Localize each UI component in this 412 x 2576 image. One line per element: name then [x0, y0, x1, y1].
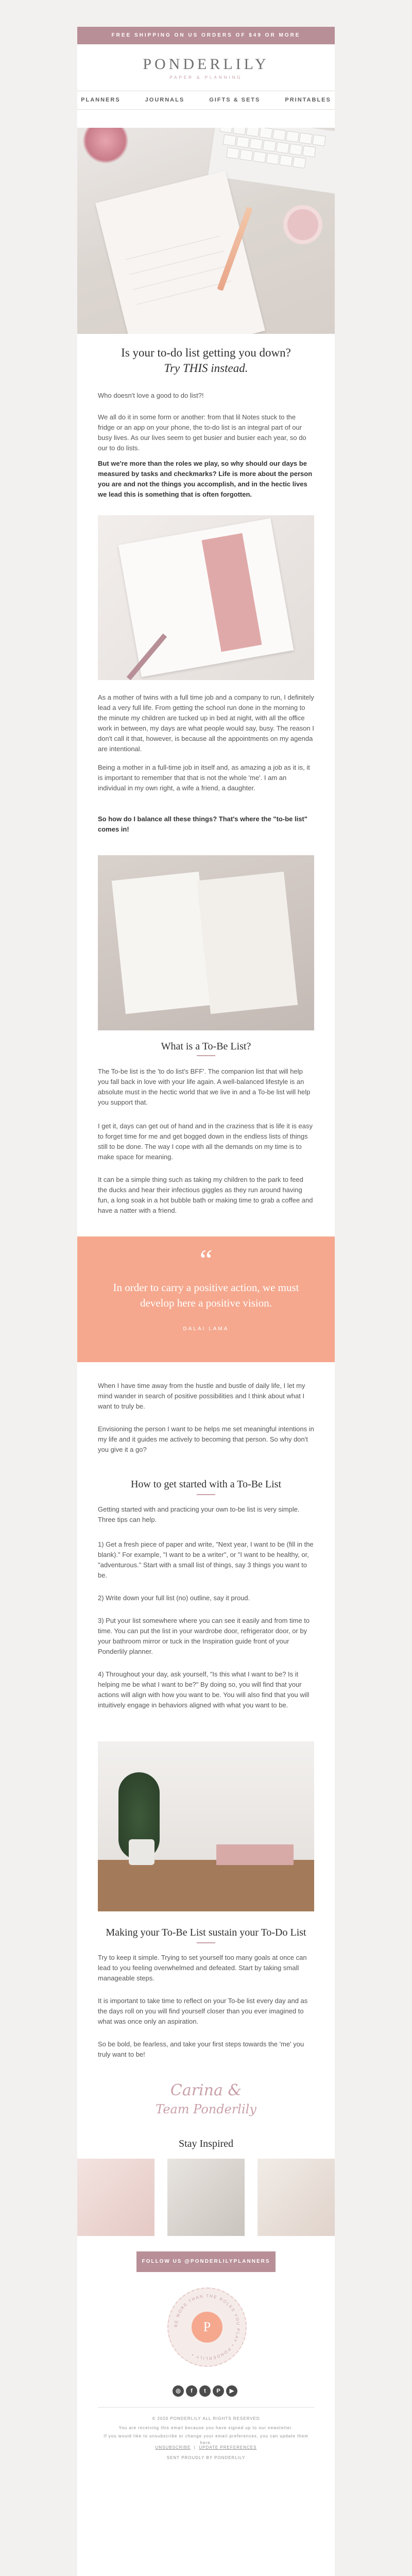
footer-divider [98, 2407, 314, 2408]
balance-heading: So how do I balance all these things? That's where the "to-be list" comes in! [98, 815, 307, 833]
sustain-paragraph-3: So be bold, be fearless, and take your first steps towards the 'me' you truly want to be! [98, 2040, 304, 2058]
started-step-1: 1) Get a fresh piece of paper and write, "Next year, I want to be (fill in the blank)." For example, "I want to be a writer", or "I want to be healthy, or, "adventurous." Start with a small list of things, say 3 things you want to be. [98, 1540, 314, 1579]
badge-monogram: P [192, 2312, 222, 2343]
headline-line-2: Try THIS instead. [164, 362, 248, 375]
logo[interactable]: PONDERLILY [143, 56, 269, 73]
signature-name: Carina & [170, 2081, 242, 2099]
nav-gifts-sets[interactable]: GIFTS & SETS [209, 97, 261, 103]
quote-mark-icon: “ [199, 1244, 213, 1276]
hero-image[interactable] [77, 128, 335, 334]
started-title-underline [197, 1494, 215, 1495]
nav-journals[interactable]: JOURNALS [145, 97, 185, 103]
instagram-icon[interactable]: ◎ [173, 2385, 184, 2397]
brand-badge [167, 2287, 247, 2367]
sustain-title: Making your To-Be List sustain your To-Do List [106, 1927, 306, 1938]
started-step-2: 2) Write down your full list (no) outline, say it proud. [98, 1594, 250, 1602]
quote-text: In order to carry a positive action, we must develop here a positive vision. [113, 1281, 299, 1309]
washi-tape-roll [283, 205, 322, 244]
started-step-4: 4) Throughout your day, ask yourself, "Is this what I want to be? Is it helping me be what I want to be?" By doing so, you will find that your actions will align with how you want to be. You will also find that you will intuitively engage in behaviors aligned with what you want to be. [98, 1670, 310, 1709]
to-be-paragraph-2: I get it, days can get out of hand and in the craziness that is life it is easy to forget time for me and get bogged down in the endless lists of things still to be done. The way I cope with all the demands on my time is to make space for meaning. [98, 1122, 313, 1161]
footer-line-1: You are receiving this email because you have signed up to our newsletter. [118, 2426, 294, 2430]
planner-photo[interactable] [98, 515, 314, 680]
facebook-icon[interactable]: f [186, 2385, 197, 2397]
to-be-paragraph-1: The To-be list is the 'to do list's BFF'. The companion list that will help you fall back in love with your life again. A well-balanced lifestyle is an absolute must in the hectic world that we live in and a To-be list will help you support that. [98, 1067, 311, 1106]
to-be-title-underline [197, 1055, 215, 1056]
sustain-title-underline [197, 1942, 215, 1943]
youtube-icon[interactable]: ▶ [226, 2385, 237, 2397]
started-intro: Getting started with and practicing your own to-be list is very simple. Three tips can help. [98, 1505, 300, 1523]
instagram-thumb-2[interactable] [167, 2159, 245, 2236]
planner-notebook [95, 171, 265, 334]
intro-paragraph-4: As a mother of twins with a full time job and a company to run, I definitely lead a very full life. From getting the school run done in the morning to the minute my children are tucked up in bed at night, with all the office work in between, my days are what people would say, busy. The reason I don't call it that, however, is because all the appointments on my agenda are intentional. [98, 693, 314, 753]
intro-paragraph-3: But we're more than the roles we play, so why should our days be measured by tasks and checkmarks? Life is more about the person you are and not the things you accomplish, and in the hectic lives we lead this is something that is often forgotten. [98, 460, 313, 498]
twitter-icon[interactable]: t [199, 2385, 211, 2397]
svg-text:BE MORE THAN THE ROLES YOU PLA: BE MORE THAN THE ROLES YOU PLAY • PONDERLILY • [173, 2293, 241, 2361]
update-preferences-link[interactable]: UPDATE PREFERENCES [199, 2445, 257, 2450]
shipping-banner[interactable]: FREE SHIPPING ON US ORDERS OF $49 OR MORE [77, 27, 335, 44]
footer-sent-by: SENT PROUDLY BY PONDERLILY [166, 2455, 246, 2460]
nav-printables[interactable]: PRINTABLES [285, 97, 331, 103]
main-nav [77, 92, 335, 108]
footer-copyright: © 2020 PONDERLILY ALL RIGHTS RESERVED [152, 2416, 260, 2421]
sustain-paragraph-2: It is important to take time to reflect on your To-be list every day and as the days roll on you will find yourself closer than you ever imagined to what was once only an aspiration. [98, 1997, 308, 2025]
quote-author: DALAI LAMA [183, 1326, 229, 1332]
after-quote-paragraph-2: Envisioning the person I want to be helps me set meaningful intentions in my life and it guides me actively to becoming that person. So why don't you give it a go? [98, 1425, 314, 1453]
pinterest-icon[interactable]: P [213, 2385, 224, 2397]
intro-paragraph-1: Who doesn't love a good to do list?! [98, 392, 204, 399]
headline [98, 345, 314, 376]
tagline: PAPER & PLANNING [169, 75, 243, 80]
to-be-paragraph-3: It can be a simple thing such as taking my children to the park to feed the ducks and hear their infectious giggles as they run around having fun, a long soak in a hot bubble bath or making time to grab a coffee and have a natter with a friend. [98, 1176, 313, 1214]
plant-desk-photo[interactable] [98, 1741, 314, 1911]
signature-team: Team Ponderlily [156, 2102, 256, 2116]
stay-inspired-title: Stay Inspired [178, 2138, 234, 2149]
to-be-title: What is a To-Be List? [161, 1041, 251, 1052]
footer-links: UNSUBSCRIBE | UPDATE PREFERENCES [155, 2445, 257, 2450]
quote-block [77, 1236, 335, 1362]
open-journal-photo[interactable] [98, 855, 314, 1030]
intro-paragraph-2: We all do it in some form or another: from that lil Notes stuck to the fridge or an app on your phone, the to-do list is an integral part of our busy lives. As our lives seem to get busier and busier each year, so do our to do lists. [98, 413, 306, 452]
nav-planners[interactable]: PLANNERS [81, 97, 121, 103]
nav-bottom-divider [77, 109, 335, 110]
headline-line-1: Is your to-do list getting you down? [121, 346, 291, 359]
started-title: How to get started with a To-Be List [130, 1479, 282, 1490]
instagram-thumb-1[interactable] [77, 2159, 154, 2236]
unsubscribe-link[interactable]: UNSUBSCRIBE [155, 2445, 191, 2450]
footer-line-2: If you would like to unsubscribe or change your email preferences, you can update them here. [104, 2434, 308, 2445]
after-quote-paragraph-1: When I have time away from the hustle and bustle of daily life, I let my mind wander in search of positive possibilities and I think about what I want to truly be. [98, 1382, 305, 1410]
instagram-thumb-3[interactable] [258, 2159, 335, 2236]
flower-decoration [82, 128, 129, 164]
sustain-paragraph-1: Try to keep it simple. Trying to set yourself too many goals at once can lead to you feeling overwhelmed and defeated. Start by taking small manageable steps. [98, 1954, 307, 1982]
follow-us-button[interactable]: FOLLOW US @PONDERLILYPLANNERS [136, 2251, 276, 2272]
intro-paragraph-5: Being a mother in a full-time job in itself and, as amazing a job as it is, it is important to remember that that is not the whole 'me'. I am an individual in my own right, a wife a friend, a daughter. [98, 764, 310, 792]
started-step-3: 3) Put your list somewhere where you can see it easily and from time to time. You can put the list in your wardrobe door, refrigerator door, or by your bathroom mirror or tuck in the Inspiration guide front of your Ponderlily planner. [98, 1617, 310, 1655]
